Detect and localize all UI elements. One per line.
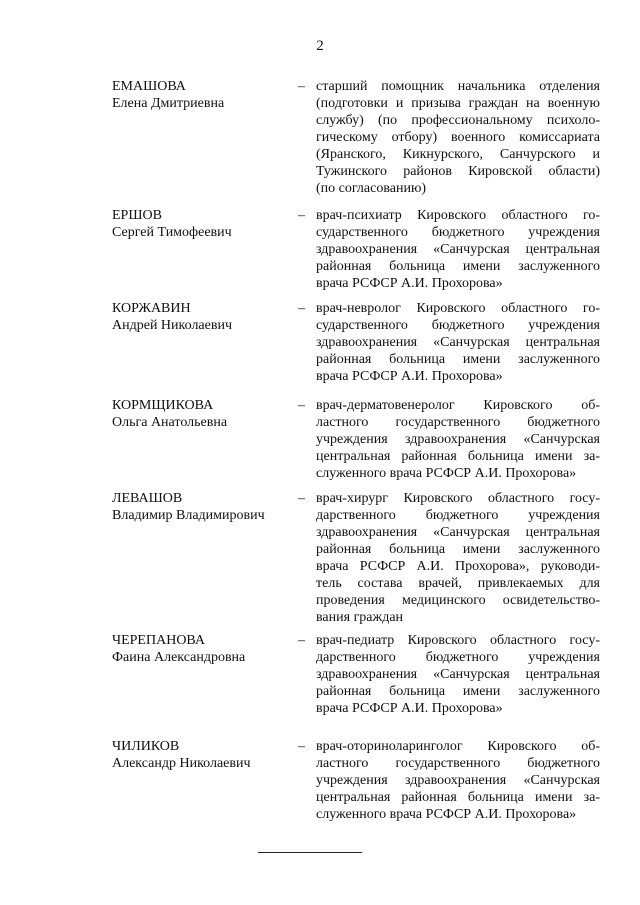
- member-surname: ЕРШОВ: [112, 208, 162, 223]
- role-line: служенного врача РСФСР А.И. Прохорова»: [316, 807, 577, 822]
- role-line: врача РСФСР А.И. Прохорова»: [316, 369, 503, 384]
- member-name: [112, 632, 292, 666]
- member-surname: КОРМЩИКОВА: [112, 398, 214, 413]
- member-role: [316, 78, 600, 197]
- member-surname: ЧИЛИКОВ: [112, 739, 180, 754]
- role-line: районная больница имени заслуженного: [316, 542, 600, 557]
- role-line: дарственного бюджетного учреждения: [316, 508, 600, 523]
- member-surname: ЛЕВАШОВ: [112, 491, 183, 506]
- role-line: службу) (по профессиональному психоло-: [316, 113, 600, 128]
- member-given-names: Фаина Александровна: [112, 650, 246, 665]
- role-line: (Яранского, Кикнурского, Санчурского и: [316, 147, 600, 162]
- member-given-names: Елена Дмитриевна: [112, 96, 225, 111]
- role-line: центральная районная больница имени за-: [316, 790, 600, 805]
- member-role: [316, 738, 600, 823]
- role-line: районная больница имени заслуженного: [316, 259, 600, 274]
- member-surname: КОРЖАВИН: [112, 301, 191, 316]
- role-line: учреждения здравоохранения «Санчурская: [316, 432, 600, 447]
- member-name: [112, 490, 292, 524]
- member-given-names: Владимир Владимирович: [112, 508, 265, 523]
- role-line: здравоохранения «Санчурская центральная: [316, 242, 600, 257]
- role-line: сударственного бюджетного учреждения: [316, 225, 600, 240]
- role-line: тель состава врачей, привлекаемых для: [316, 576, 600, 591]
- role-line: центральная районная больница имени за-: [316, 449, 600, 464]
- entry-dash: –: [298, 491, 305, 506]
- role-line: ластного государственного бюджетного: [316, 415, 600, 430]
- role-line: районная больница имени заслуженного: [316, 684, 600, 699]
- entry-dash: –: [298, 79, 305, 94]
- entry-dash: –: [298, 633, 305, 648]
- member-role: [316, 632, 600, 717]
- member-name: [112, 207, 292, 241]
- role-line: старший помощник начальника отделения: [316, 79, 600, 94]
- member-surname: ЧЕРЕПАНОВА: [112, 633, 205, 648]
- role-line: врач-невролог Кировского областного го-: [316, 301, 600, 316]
- role-line: врач-оториноларинголог Кировского об-: [316, 739, 600, 754]
- role-line: (по согласованию): [316, 181, 427, 196]
- member-role: [316, 207, 600, 292]
- member-role: [316, 300, 600, 385]
- entry-dash: –: [298, 739, 305, 754]
- role-line: вания граждан: [316, 610, 404, 625]
- role-line: районная больница имени заслуженного: [316, 352, 600, 367]
- member-role: [316, 490, 600, 626]
- page-number: 2: [316, 38, 324, 54]
- member-given-names: Ольга Анатольевна: [112, 415, 228, 430]
- role-line: врач-дерматовенеролог Кировского об-: [316, 398, 600, 413]
- member-given-names: Сергей Тимофеевич: [112, 225, 232, 240]
- role-line: дарственного бюджетного учреждения: [316, 650, 600, 665]
- member-name: [112, 300, 292, 334]
- role-line: служенного врача РСФСР А.И. Прохорова»: [316, 466, 577, 481]
- member-name: [112, 738, 292, 772]
- role-line: сударственного бюджетного учреждения: [316, 318, 600, 333]
- entry-dash: –: [298, 208, 305, 223]
- member-name: [112, 78, 292, 112]
- role-line: гическому отбору) военного комиссариата: [316, 130, 600, 145]
- entry-dash: –: [298, 398, 305, 413]
- member-given-names: Александр Николаевич: [112, 756, 251, 771]
- role-line: врача РСФСР А.И. Прохорова»: [316, 701, 503, 716]
- role-line: ластного государственного бюджетного: [316, 756, 600, 771]
- role-line: учреждения здравоохранения «Санчурская: [316, 773, 600, 788]
- role-line: здравоохранения «Санчурская центральная: [316, 667, 600, 682]
- role-line: Тужинского районов Кировской области): [316, 164, 600, 179]
- entry-dash: –: [298, 301, 305, 316]
- role-line: врач-психиатр Кировского областного го-: [316, 208, 600, 223]
- role-line: врача РСФСР А.И. Прохорова»: [316, 276, 503, 291]
- member-given-names: Андрей Николаевич: [112, 318, 232, 333]
- member-name: [112, 397, 292, 431]
- role-line: врач-педиатр Кировского областного госу-: [316, 633, 600, 648]
- closing-rule: [258, 852, 362, 853]
- role-line: врач-хирург Кировского областного госу-: [316, 491, 600, 506]
- role-line: здравоохранения «Санчурская центральная: [316, 335, 600, 350]
- member-surname: ЕМАШОВА: [112, 79, 186, 94]
- member-role: [316, 397, 600, 482]
- role-line: проведения медицинского освидетельство-: [316, 593, 600, 608]
- role-line: здравоохранения «Санчурская центральная: [316, 525, 600, 540]
- role-line: (подготовки и призыва граждан на военную: [316, 96, 600, 111]
- role-line: врача РСФСР А.И. Прохорова», руководи-: [316, 559, 600, 574]
